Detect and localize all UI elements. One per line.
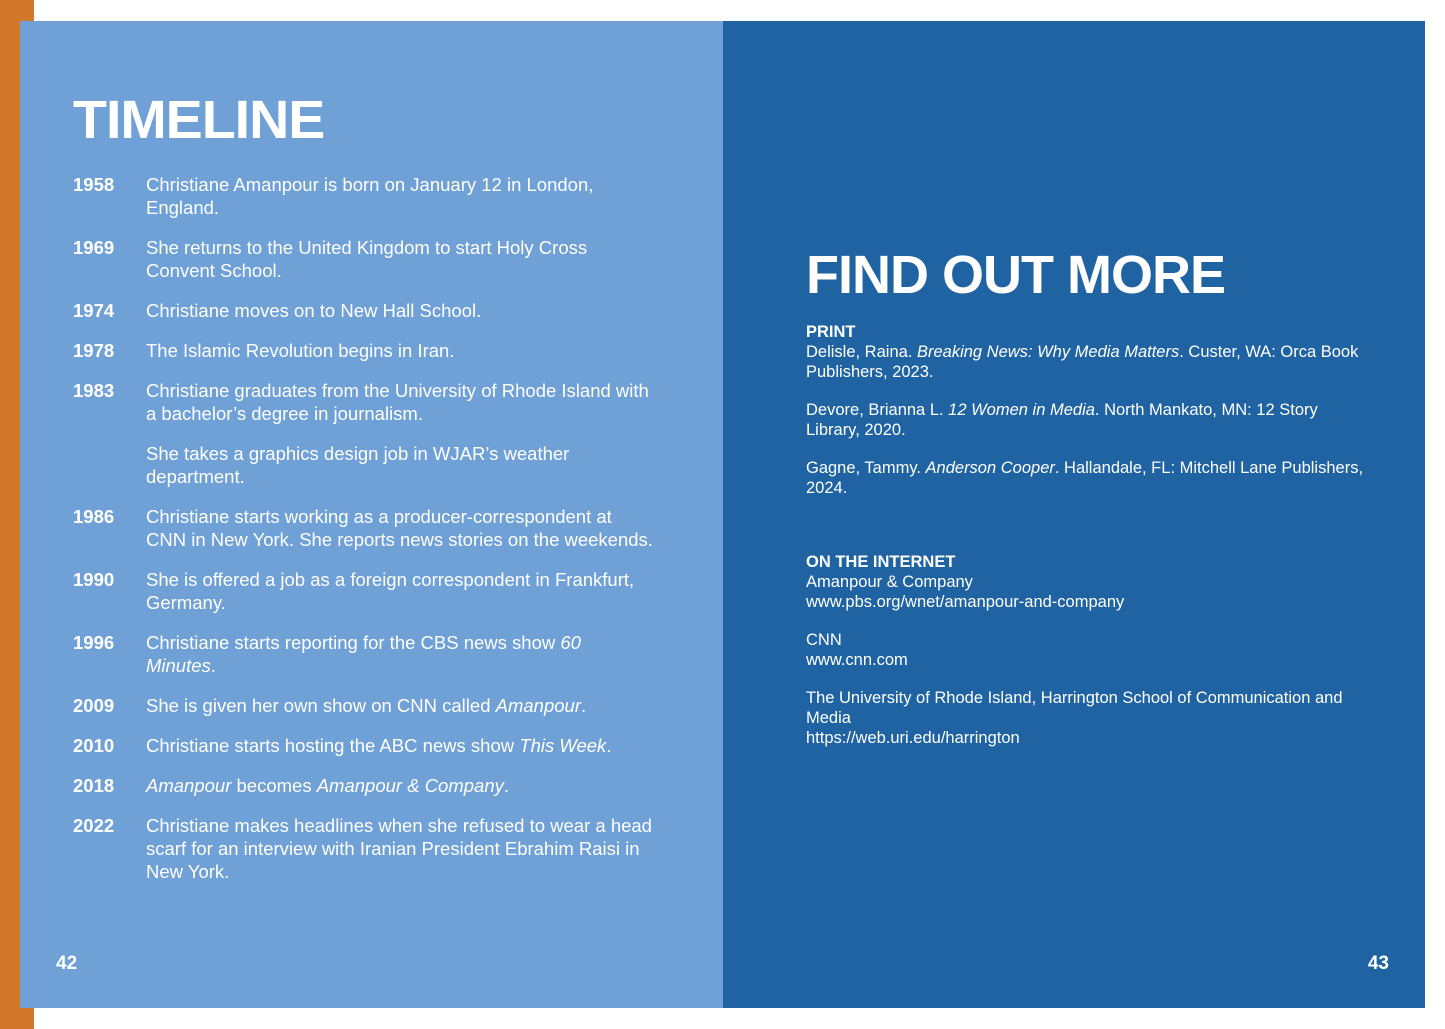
timeline-event bbox=[73, 568, 653, 614]
event-year: 1958 bbox=[73, 174, 115, 195]
event-description bbox=[146, 299, 653, 322]
resource-name: The University of Rhode Island, Harrington School of Communication and Media bbox=[806, 689, 1343, 727]
internet-heading: ON THE INTERNET bbox=[806, 553, 956, 571]
italic-title: Amanpour bbox=[146, 775, 232, 796]
text-run: Christiane graduates from the University of Rhode Island with a bachelor’s degree in journalism. bbox=[146, 380, 649, 424]
event-description bbox=[146, 568, 653, 614]
timeline-list bbox=[73, 173, 653, 900]
event-year: 1978 bbox=[73, 340, 115, 361]
find-out-more-page bbox=[723, 21, 1425, 1008]
text-run: She takes a graphics design job in WJAR’s weather department. bbox=[146, 443, 570, 487]
text-run: . bbox=[606, 735, 612, 756]
timeline-title: TIMELINE bbox=[73, 90, 325, 150]
resource-name: CNN bbox=[806, 631, 842, 649]
print-section bbox=[806, 322, 1366, 516]
event-year bbox=[73, 442, 146, 488]
text-run: She is offered a job as a foreign correspondent in Frankfurt, Germany. bbox=[146, 569, 635, 613]
text-run: Devore, Brianna L. bbox=[806, 401, 949, 419]
text-run: Gagne, Tammy. bbox=[806, 459, 926, 477]
event-description bbox=[146, 236, 653, 282]
event-description bbox=[146, 734, 653, 757]
event-year: 1974 bbox=[73, 300, 115, 321]
event-year: 1969 bbox=[73, 237, 115, 258]
timeline-event bbox=[73, 505, 653, 551]
event-description bbox=[146, 631, 653, 677]
text-run: Christiane starts hosting the ABC news show bbox=[146, 735, 520, 756]
italic-title: Anderson Cooper bbox=[925, 459, 1055, 477]
timeline-event bbox=[73, 734, 653, 757]
timeline-page bbox=[20, 21, 723, 1008]
event-description bbox=[146, 339, 653, 362]
page-number-right: 43 bbox=[1367, 953, 1389, 974]
event-year: 1986 bbox=[73, 506, 115, 527]
text-run: She returns to the United Kingdom to start Holy Cross Convent School. bbox=[146, 237, 588, 281]
resource-url[interactable]: https://web.uri.edu/harrington bbox=[806, 729, 1020, 747]
italic-title: 60 Minutes bbox=[146, 632, 581, 676]
book-citation bbox=[806, 400, 1366, 440]
event-year: 1996 bbox=[73, 632, 115, 653]
text-run: Christiane makes headlines when she refused to wear a head scarf for an interview with Iranian President Ebrahim Raisi in New York. bbox=[146, 815, 652, 882]
timeline-event bbox=[73, 631, 653, 677]
event-year: 1990 bbox=[73, 569, 115, 590]
print-heading: PRINT bbox=[806, 323, 856, 341]
timeline-event bbox=[73, 379, 653, 425]
timeline-event bbox=[73, 774, 653, 797]
event-description bbox=[146, 173, 653, 219]
resource-url[interactable]: www.cnn.com bbox=[806, 651, 908, 669]
event-year: 1983 bbox=[73, 380, 115, 401]
event-year: 2018 bbox=[73, 775, 115, 796]
internet-entries bbox=[806, 572, 1366, 748]
text-run: becomes bbox=[231, 775, 317, 796]
event-description bbox=[146, 694, 653, 717]
event-description bbox=[146, 774, 653, 797]
page-number-left: 42 bbox=[56, 953, 78, 974]
italic-title: 12 Women in Media bbox=[948, 401, 1095, 419]
text-run: The Islamic Revolution begins in Iran. bbox=[146, 340, 455, 361]
timeline-event bbox=[73, 339, 653, 362]
timeline-event bbox=[73, 442, 653, 488]
italic-title: Breaking News: Why Media Matters bbox=[916, 343, 1180, 361]
event-description bbox=[146, 814, 653, 883]
web-resource bbox=[806, 630, 1366, 670]
text-run: . Hallandale, FL: Mitchell Lane Publishers, 2024. bbox=[806, 459, 1364, 497]
italic-title: Amanpour & Company bbox=[316, 775, 504, 796]
timeline-event bbox=[73, 173, 653, 219]
event-description bbox=[146, 442, 653, 488]
event-year: 2010 bbox=[73, 735, 115, 756]
event-year: 2009 bbox=[73, 695, 115, 716]
timeline-event bbox=[73, 236, 653, 282]
text-run: . bbox=[503, 775, 510, 796]
italic-title: Amanpour bbox=[495, 695, 581, 716]
text-run: She is given her own show on CNN called bbox=[146, 695, 496, 716]
web-resource bbox=[806, 572, 1366, 612]
timeline-event bbox=[73, 814, 653, 883]
book-citation bbox=[806, 458, 1366, 498]
find-out-more-title: FIND OUT MORE bbox=[806, 245, 1225, 305]
italic-title: This Week bbox=[519, 735, 607, 756]
text-run: . North Mankato, MN: 12 Story Library, 2020. bbox=[806, 401, 1318, 439]
text-run: . bbox=[210, 655, 216, 676]
text-run: Christiane moves on to New Hall School. bbox=[146, 300, 482, 321]
resource-url[interactable]: www.pbs.org/wnet/amanpour-and-company bbox=[806, 593, 1125, 611]
event-year: 2022 bbox=[73, 815, 115, 836]
text-run: Christiane starts reporting for the CBS news show bbox=[146, 632, 561, 653]
timeline-event bbox=[73, 299, 653, 322]
event-description bbox=[146, 379, 653, 425]
text-run: Christiane starts working as a producer-correspondent at CNN in New York. She reports news stories on the weekends. bbox=[146, 506, 653, 550]
text-run: Delisle, Raina. bbox=[806, 343, 917, 361]
text-run: Christiane Amanpour is born on January 12 in London, England. bbox=[146, 174, 594, 218]
event-description bbox=[146, 505, 653, 551]
book-citation bbox=[806, 342, 1366, 382]
internet-section bbox=[806, 552, 1366, 766]
web-resource bbox=[806, 688, 1366, 748]
print-entries bbox=[806, 342, 1366, 498]
text-run: . bbox=[580, 695, 587, 716]
text-run: . Custer, WA: Orca Book Publishers, 2023. bbox=[806, 343, 1359, 381]
resource-name: Amanpour & Company bbox=[806, 573, 973, 591]
timeline-event bbox=[73, 694, 653, 717]
